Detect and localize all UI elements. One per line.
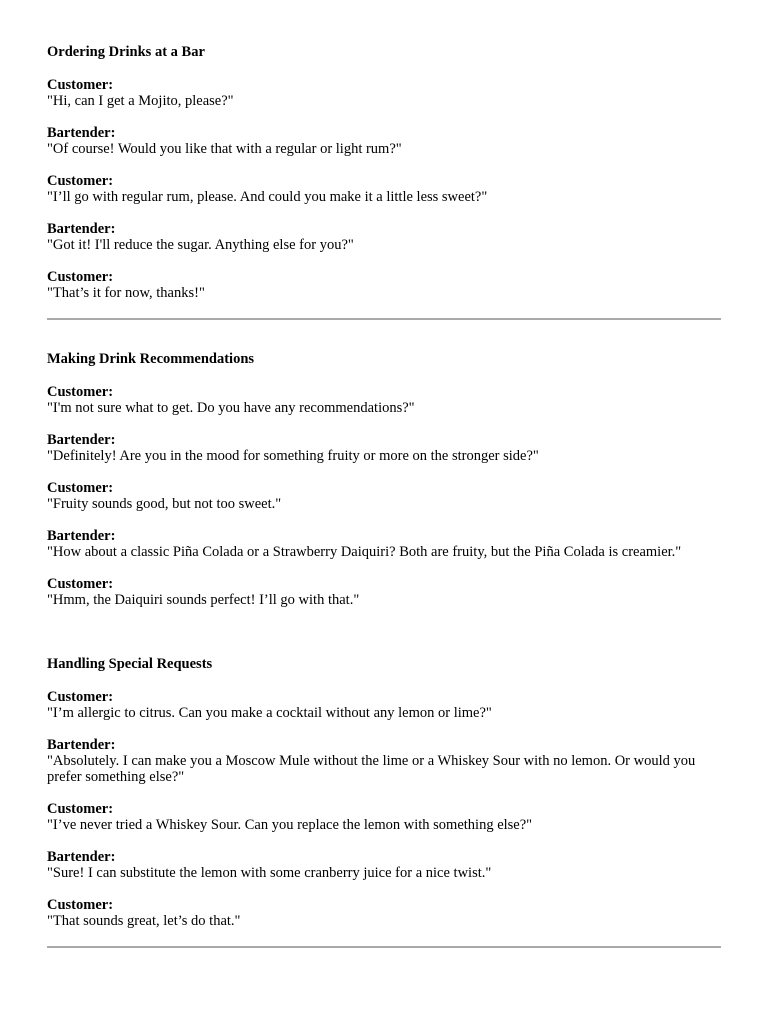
dialogue-line: "I’m allergic to citrus. Can you make a cocktail without any lemon or lime?" xyxy=(47,705,492,721)
speaker-label: Customer: xyxy=(47,269,114,285)
section-title: Ordering Drinks at a Bar xyxy=(47,44,205,60)
dialogue-turn xyxy=(47,528,721,560)
dialogue-turn xyxy=(47,897,721,929)
dialogue-turn xyxy=(47,576,721,608)
dialogue-turn xyxy=(47,384,721,416)
section-title: Handling Special Requests xyxy=(47,656,213,672)
speaker-label: Customer: xyxy=(47,77,114,93)
dialogue-line: "Hi, can I get a Mojito, please?" xyxy=(47,93,234,109)
speaker-label: Bartender: xyxy=(47,849,116,865)
section-ordering-drinks xyxy=(47,44,721,301)
dialogue-line: "I'm not sure what to get. Do you have any recommendations?" xyxy=(47,400,415,416)
speaker-label: Customer: xyxy=(47,689,114,705)
dialogue-turn xyxy=(47,480,721,512)
speaker-label: Bartender: xyxy=(47,737,116,753)
dialogue-line: "Fruity sounds good, but not too sweet." xyxy=(47,496,282,512)
dialogue-turn xyxy=(47,173,721,205)
speaker-label: Bartender: xyxy=(47,432,116,448)
dialogue-turn xyxy=(47,689,721,721)
speaker-label: Customer: xyxy=(47,801,114,817)
dialogue-line: "Absolutely. I can make you a Moscow Mule without the lime or a Whiskey Sour with no lemon. Or would you prefer something else?" xyxy=(47,753,696,785)
speaker-label: Bartender: xyxy=(47,221,116,237)
dialogue-line: "That’s it for now, thanks!" xyxy=(47,285,205,301)
speaker-label: Customer: xyxy=(47,384,114,400)
dialogue-line: "Sure! I can substitute the lemon with some cranberry juice for a nice twist." xyxy=(47,865,492,881)
speaker-label: Bartender: xyxy=(47,528,116,544)
dialogue-turn xyxy=(47,221,721,253)
dialogue-turn xyxy=(47,269,721,301)
dialogue-line: "How about a classic Piña Colada or a Strawberry Daiquiri? Both are fruity, but the Piña Colada is creamier." xyxy=(47,544,682,560)
dialogue-turn xyxy=(47,432,721,464)
dialogue-line: "I’ll go with regular rum, please. And could you make it a little less sweet?" xyxy=(47,189,488,205)
dialogue-turn xyxy=(47,849,721,881)
dialogue-line: "Got it! I'll reduce the sugar. Anything else for you?" xyxy=(47,237,354,253)
section-title: Making Drink Recommendations xyxy=(47,351,255,367)
dialogue-line: "Definitely! Are you in the mood for something fruity or more on the stronger side?" xyxy=(47,448,539,464)
dialogue-line: "Of course! Would you like that with a regular or light rum?" xyxy=(47,141,402,157)
section-divider xyxy=(47,318,721,320)
section-divider xyxy=(47,946,721,948)
dialogue-turn xyxy=(47,77,721,109)
speaker-label: Customer: xyxy=(47,897,114,913)
dialogue-line: "Hmm, the Daiquiri sounds perfect! I’ll go with that." xyxy=(47,592,360,608)
speaker-label: Customer: xyxy=(47,576,114,592)
dialogue-turn xyxy=(47,801,721,833)
dialogue-line: "That sounds great, let’s do that." xyxy=(47,913,241,929)
speaker-label: Customer: xyxy=(47,480,114,496)
dialogue-line: "I’ve never tried a Whiskey Sour. Can you replace the lemon with something else?" xyxy=(47,817,533,833)
section-special-requests xyxy=(47,656,721,929)
dialogue-turn xyxy=(47,737,721,785)
section-drink-recommendations xyxy=(47,351,721,608)
dialogue-turn xyxy=(47,125,721,157)
speaker-label: Bartender: xyxy=(47,125,116,141)
speaker-label: Customer: xyxy=(47,173,114,189)
